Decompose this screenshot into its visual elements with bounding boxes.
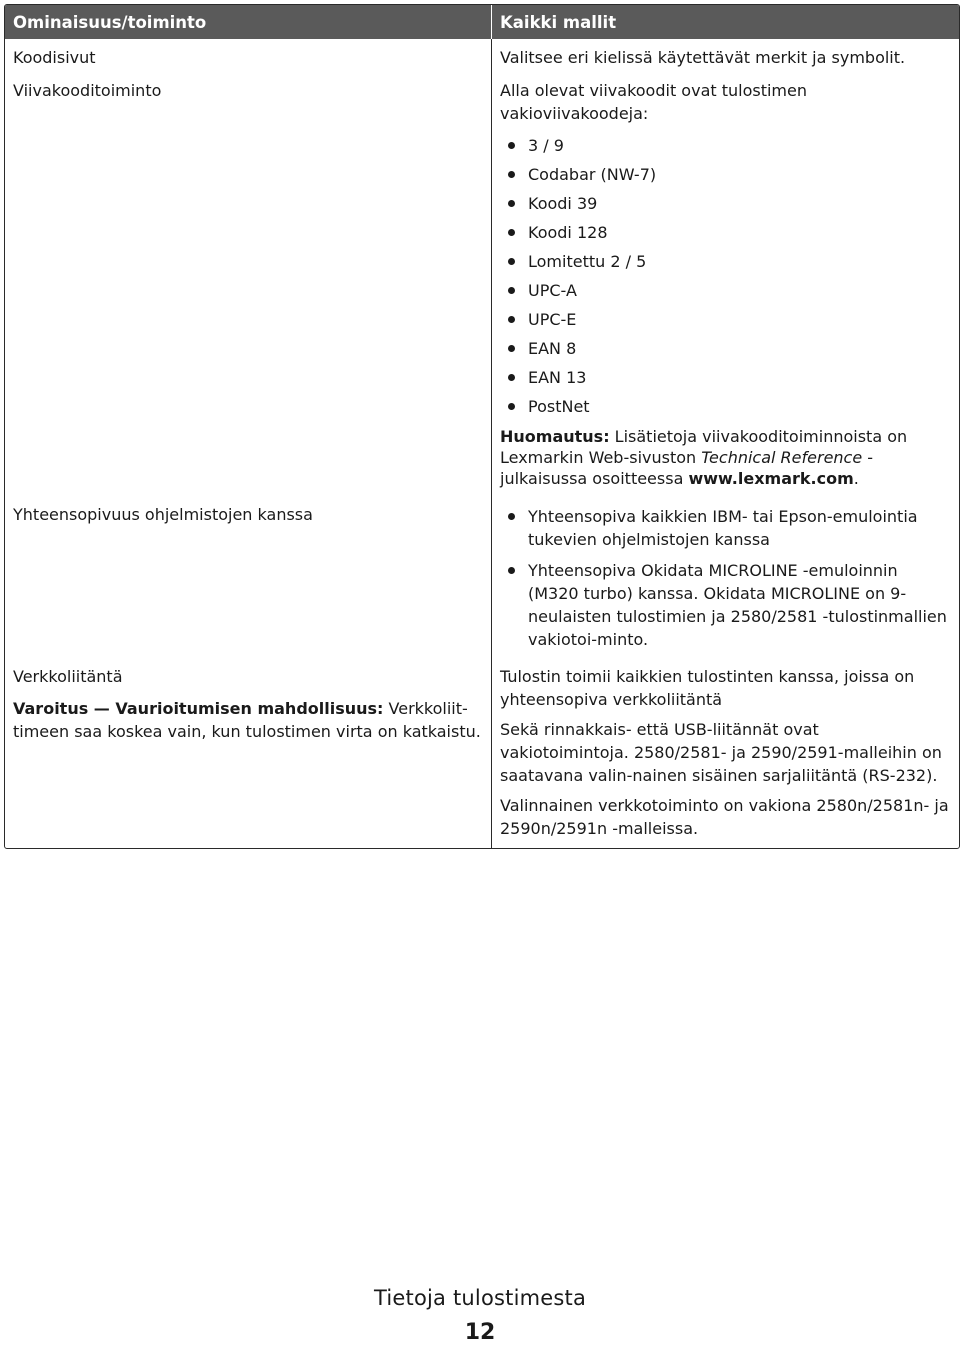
table-row-network — [5, 659, 959, 848]
specification-table — [4, 4, 960, 849]
feature-barcode: Viivakooditoiminto — [5, 77, 492, 499]
list-item: Lomitettu 2 / 5 — [500, 247, 951, 276]
description-network — [492, 659, 960, 848]
table-row-code-pages — [5, 39, 959, 77]
feature-code-pages: Koodisivut — [5, 39, 492, 77]
feature-software: Yhteensopivuus ohjelmistojen kanssa — [5, 499, 492, 659]
note-doc-title: Technical Reference — [701, 448, 863, 467]
barcode-list — [500, 131, 951, 421]
note-text-2: -julkaisussa osoitteessa — [500, 448, 874, 488]
note-end: . — [853, 469, 859, 488]
table-row-barcode — [5, 77, 959, 499]
list-item: UPC-E — [500, 305, 951, 334]
warning-text: Verkkoliit-timeen saa koskea vain, kun tulostimen virta on katkaistu. — [13, 699, 481, 741]
software-list — [500, 505, 951, 651]
list-item: UPC-A — [500, 276, 951, 305]
network-warning — [13, 697, 483, 743]
table-row-software — [5, 499, 959, 659]
description-barcode — [492, 77, 960, 499]
barcode-note — [500, 426, 951, 489]
network-para-3: Valinnainen verkkotoiminto on vakiona 2580n/2581n- ja 2590n/2591n -malleissa. — [500, 796, 949, 838]
note-label: Huomautus: — [500, 427, 610, 446]
footer-section-title: Tietoja tulostimesta — [373, 1286, 587, 1310]
list-item: Yhteensopiva kaikkien IBM- tai Epson-emulointia tukevien ohjelmistojen kanssa — [500, 505, 951, 551]
list-item: EAN 8 — [500, 334, 951, 363]
table-header-row — [5, 5, 959, 39]
list-item: Koodi 128 — [500, 218, 951, 247]
list-item: 3 / 9 — [500, 131, 951, 160]
list-item: EAN 13 — [500, 363, 951, 392]
network-para-2: Sekä rinnakkais- että USB-liitännät ovat vakiotoimintoja. 2580/2581- ja 2590/2591-malleihin on saatavana valin-nainen sisäinen sarjaliitäntä (RS-232). — [500, 720, 942, 785]
list-item: Koodi 39 — [500, 189, 951, 218]
warning-label: Varoitus — Vaurioitumisen mahdollisuus: — [13, 699, 384, 718]
header-feature: Ominaisuus/toiminto — [5, 5, 492, 39]
description-software — [492, 499, 960, 659]
list-item: Yhteensopiva Okidata MICROLINE -emuloinnin (M320 turbo) kanssa. Okidata MICROLINE on 9-neulaisten tulostimien ja 2580/2581 -tulostinmallien vakiotoi-minto. — [500, 559, 951, 651]
list-item: PostNet — [500, 392, 951, 421]
list-item: Codabar (NW-7) — [500, 160, 951, 189]
barcode-intro: Alla olevat viivakoodit ovat tulostimen vakioviivakoodeja: — [500, 81, 807, 123]
description-code-pages: Valitsee eri kielissä käytettävät merkit ja symbolit. — [500, 48, 906, 67]
header-all-models: Kaikki mallit — [492, 5, 960, 39]
network-para-1: Tulostin toimii kaikkien tulostinten kanssa, joissa on yhteensopiva verkkoliitäntä — [500, 667, 915, 709]
feature-network: Verkkoliitäntä — [13, 667, 123, 686]
lexmark-link[interactable]: www.lexmark.com — [688, 469, 854, 488]
page-number: 12 — [464, 1320, 496, 1345]
feature-network-cell — [5, 659, 492, 848]
note-text: Lisätietoja viivakooditoiminnoista on Lexmarkin Web-sivuston — [500, 427, 908, 467]
